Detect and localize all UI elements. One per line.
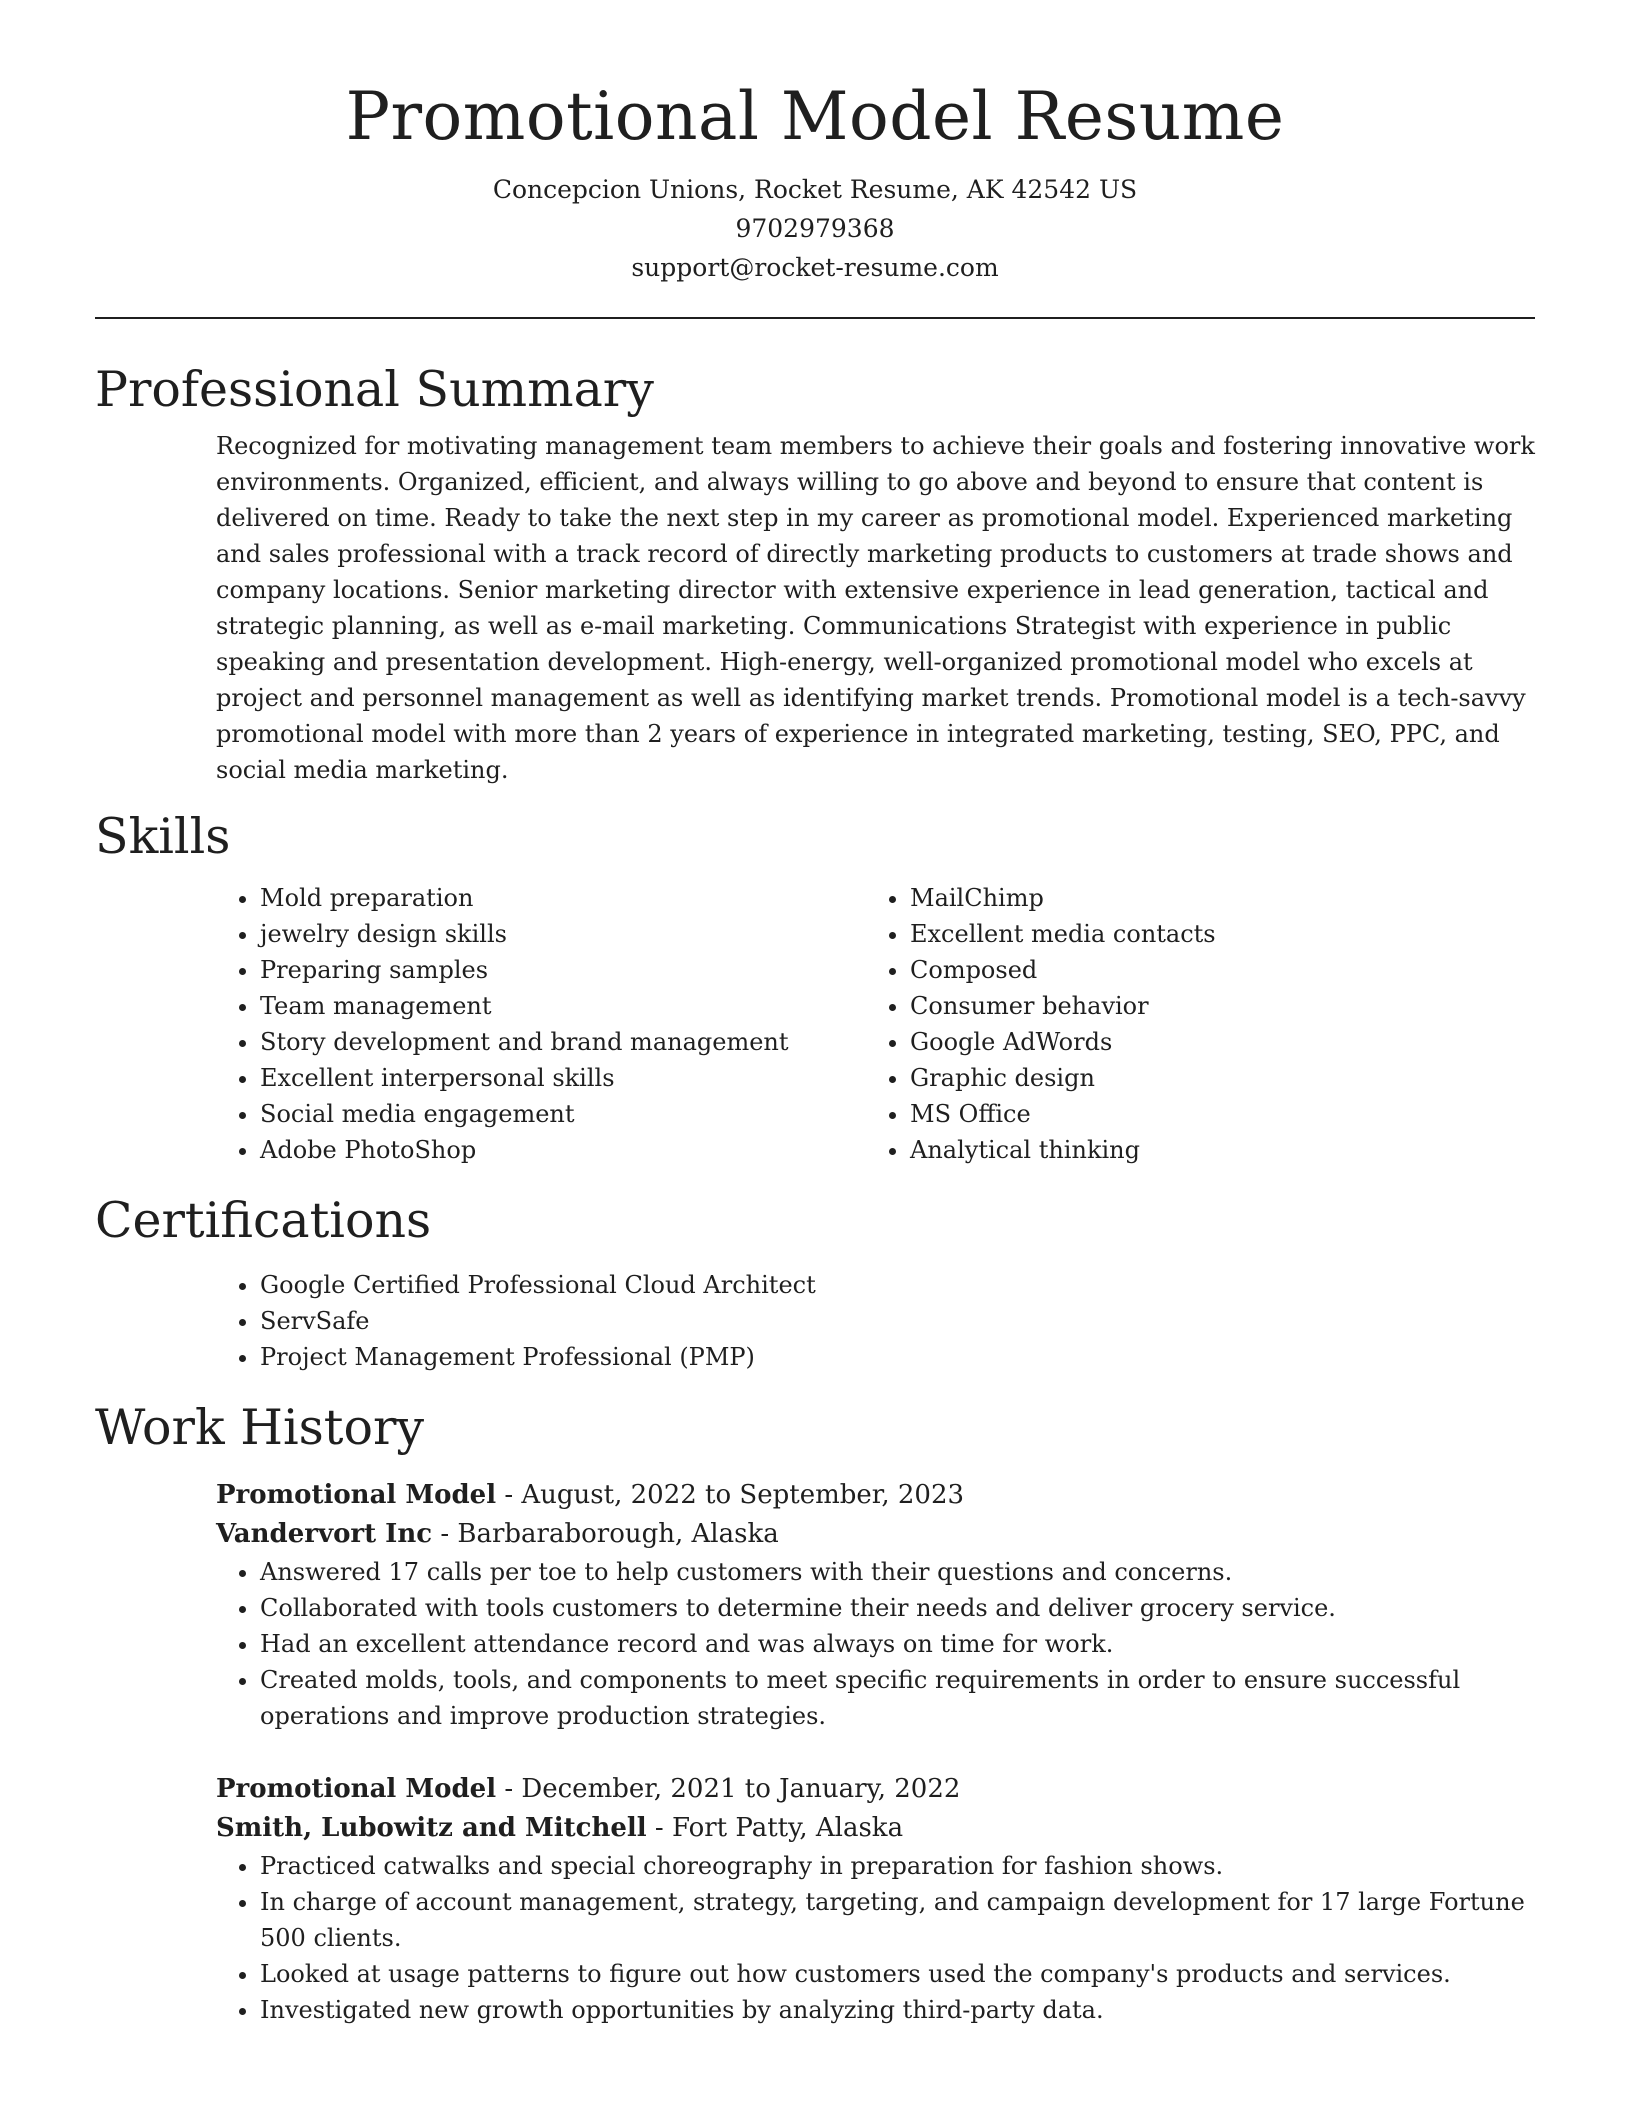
job-title-line [216, 1476, 1535, 1515]
summary-text: Recognized for motivating management team members to achieve their goals and fostering innovative work environments. Organized, efficient, and always willing to go above and beyond to ensure that content is delivered on time. Ready to take the next step in my career as promotional model. Experienced marketing and sales professional with a track record of directly marketing products to customers at trade shows and company locations. Senior marketing director with extensive experience in lead generation, tactical and strategic planning, as well as e-mail marketing. Communications Strategist with experience in public speaking and presentation development. High-energy, well-organized promotional model who excels at project and personnel management as well as identifying market trends. Promotional model is a tech-savvy promotional model with more than 2 years of experience in integrated marketing, testing, SEO, PPC, and social media marketing. [216, 431, 1535, 784]
resume-header [95, 0, 1535, 287]
page-title: Promotional Model Resume [345, 78, 1285, 155]
job-duty: • Had an excellent attendance record and was always on time for work. [260, 1626, 1535, 1662]
skill-item: • Excellent media contacts [910, 916, 1516, 952]
summary-section [95, 361, 1535, 788]
skill-item: • Preparing samples [260, 952, 866, 988]
job-duties-list [216, 1554, 1535, 1734]
skill-item: • Google AdWords [910, 1024, 1516, 1060]
skills-list-left [216, 880, 866, 1168]
skill-item: • Social media engagement [260, 1096, 866, 1132]
certifications-section [95, 1192, 1535, 1375]
job-company-line [216, 1809, 1535, 1848]
resume-page [95, 0, 1535, 2028]
work-history-section [95, 1399, 1535, 2028]
job-duties-list [216, 1848, 1535, 2028]
certification-item: • ServSafe [260, 1303, 1535, 1339]
skill-item: • Story development and brand management [260, 1024, 866, 1060]
skill-item: • Composed [910, 952, 1516, 988]
skill-item: • MailChimp [910, 880, 1516, 916]
certification-item: • Project Management Professional (PMP) [260, 1339, 1535, 1375]
skill-item: • Graphic design [910, 1060, 1516, 1096]
contact-address: Concepcion Unions, Rocket Resume, AK 42542 US [492, 174, 1138, 204]
summary-heading: Professional Summary [95, 360, 654, 418]
job-company-line [216, 1515, 1535, 1554]
job-duty: • In charge of account management, strategy, targeting, and campaign development for 17 large Fortune 500 clients. [260, 1884, 1535, 1956]
skill-item: • Excellent interpersonal skills [260, 1060, 866, 1096]
certifications-body [216, 1267, 1535, 1375]
job-entry [216, 1770, 1535, 2028]
job-duty: • Looked at usage patterns to figure out how customers used the company's products and services. [260, 1956, 1535, 1992]
skill-item: • Mold preparation [260, 880, 866, 916]
skills-heading: Skills [95, 807, 231, 865]
job-duty: • Created molds, tools, and components to meet specific requirements in order to ensure successful operations and improve production strategies. [260, 1662, 1535, 1734]
job-location: - Fort Patty, Alaska [646, 1813, 904, 1844]
certifications-heading: Certifications [95, 1192, 432, 1250]
job-dates: - August, 2022 to September, 2023 [496, 1480, 965, 1511]
skill-item: • Consumer behavior [910, 988, 1516, 1024]
job-duty: • Answered 17 calls per toe to help customers with their questions and concerns. [260, 1554, 1535, 1590]
contact-info [95, 170, 1535, 287]
certifications-list [216, 1267, 1535, 1375]
skills-column-left [216, 880, 866, 1168]
job-company: Smith, Lubowitz and Mitchell [216, 1813, 647, 1844]
skill-item: • jewelry design skills [260, 916, 866, 952]
skills-columns [216, 880, 1535, 1168]
job-entry [216, 1476, 1535, 1734]
job-company: Vandervort Inc [216, 1519, 433, 1550]
certification-item: • Google Certified Professional Cloud Architect [260, 1267, 1535, 1303]
work-history-heading: Work History [95, 1399, 425, 1457]
skills-list-right [866, 880, 1516, 1168]
contact-phone: 9702979368 [735, 213, 895, 243]
job-title: Promotional Model [216, 1774, 497, 1805]
header-divider [95, 317, 1535, 319]
job-duty: • Investigated new growth opportunities by analyzing third-party data. [260, 1992, 1535, 2028]
job-duty: • Collaborated with tools customers to determine their needs and deliver grocery service. [260, 1590, 1535, 1626]
job-title-line [216, 1770, 1535, 1809]
job-dates: - December, 2021 to January, 2022 [496, 1774, 961, 1805]
contact-email: support@rocket-resume.com [631, 252, 999, 282]
skill-item: • Team management [260, 988, 866, 1024]
skill-item: • Analytical thinking [910, 1132, 1516, 1168]
job-location: - Barbaraborough, Alaska [432, 1519, 779, 1550]
job-title: Promotional Model [216, 1480, 497, 1511]
job-duty: • Practiced catwalks and special choreography in preparation for fashion shows. [260, 1848, 1535, 1884]
skills-section [95, 808, 1535, 1169]
skill-item: • Adobe PhotoShop [260, 1132, 866, 1168]
skill-item: • MS Office [910, 1096, 1516, 1132]
skills-column-right [866, 880, 1516, 1168]
